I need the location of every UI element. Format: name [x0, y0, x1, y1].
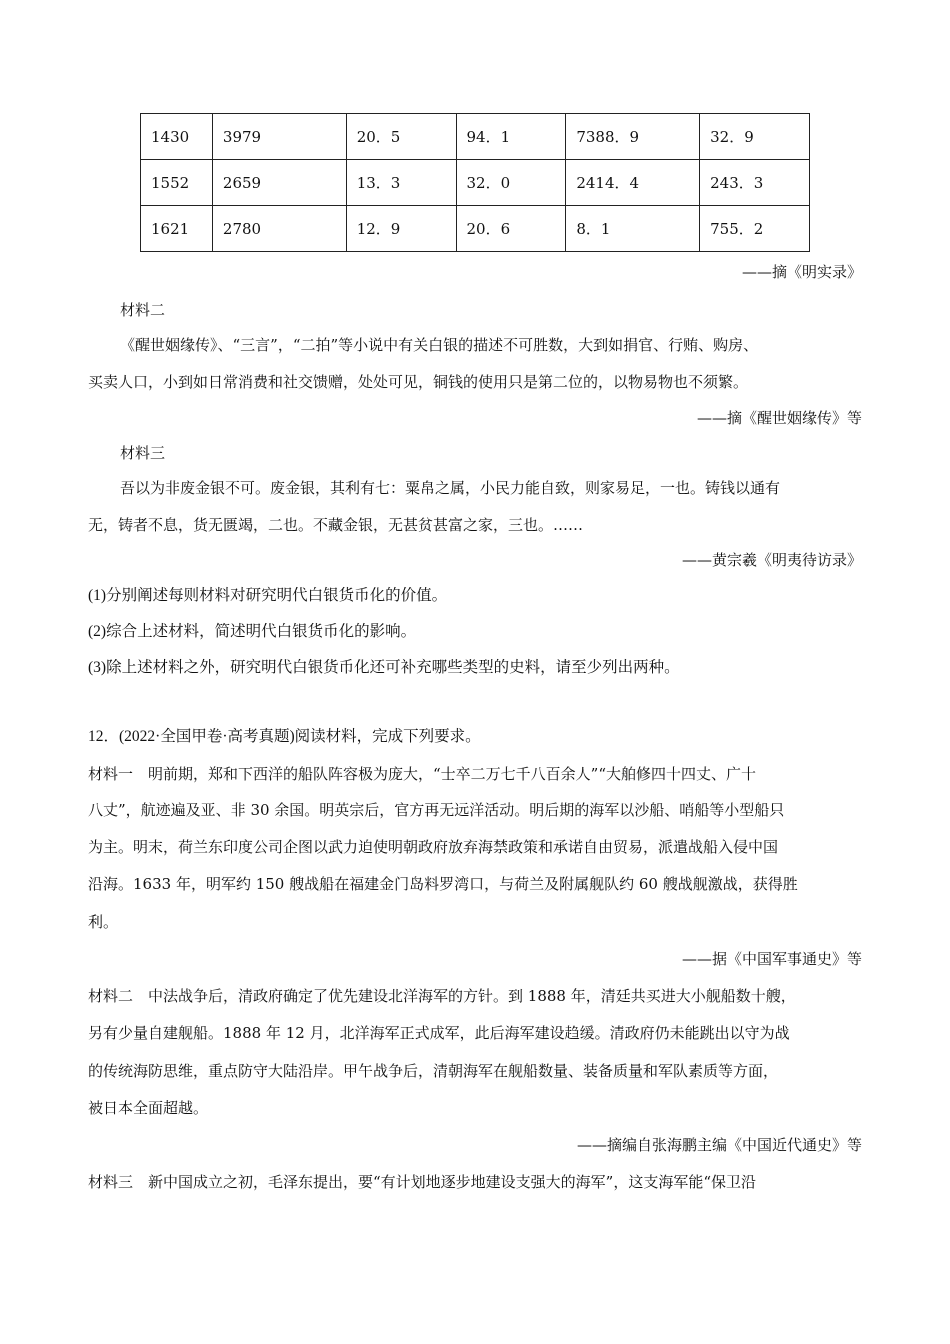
material-3-line-2: 无，铸者不息，货无匮竭，二也。不藏金银，无甚贫甚富之家，三也。……: [88, 516, 584, 534]
p12-material-1-line-5: 利。: [88, 913, 119, 931]
material-2-line-2: 买卖人口，小到如日常消费和社交馈赠，处处可见，铜钱的使用只是第二位的，以物易物也不须繁。: [88, 373, 749, 391]
table-cell: 32．0: [456, 160, 566, 206]
table-row: [141, 114, 810, 160]
table-cell: 1430: [141, 114, 213, 160]
p12-material-1-line-3: 为主。明末，荷兰东印度公司企图以武力迫使明朝政府放弃海禁政策和承诺自由贸易，派遣战船入侵中国: [88, 838, 779, 856]
p12-material-2-line-2: 另有少量自建舰船。1888 年 12 月，北洋海军正式成军，此后海军建设趋缓。清政府仍未能跳出以守为战: [88, 1024, 790, 1042]
table-cell: 32．9: [700, 114, 810, 160]
table-cell: 8．1: [566, 206, 700, 252]
p12-material-1-source: ——据《中国军事通史》等: [681, 950, 862, 968]
table-cell: 2659: [212, 160, 346, 206]
table-cell: 2414．4: [566, 160, 700, 206]
p12-material-2-line-3: 的传统海防思维，重点防守大陆沿岸。甲午战争后，清朝海军在舰船数量、装备质量和军队素质等方面，: [88, 1062, 779, 1080]
table-row: [141, 160, 810, 206]
table-cell: 94．1: [456, 114, 566, 160]
p12-material-2-line-1: 材料二 中法战争后，清政府确定了优先建设北洋海军的方针。到 1888 年，清廷共买进大小舰船数十艘，: [88, 987, 796, 1005]
table-source: ——摘《明实录》: [741, 263, 862, 281]
silver-data-table: [140, 113, 810, 252]
material-2-source: ——摘《醒世姻缘传》等: [696, 409, 862, 427]
question-2: (2)综合上述材料，简述明代白银货币化的影响。: [88, 623, 417, 640]
problem-12-title: 12．(2022·全国甲卷·高考真题)阅读材料，完成下列要求。: [88, 728, 481, 745]
table-cell: 1621: [141, 206, 213, 252]
table-cell: 20．5: [346, 114, 456, 160]
table-cell: 13．3: [346, 160, 456, 206]
table-cell: 7388．9: [566, 114, 700, 160]
p12-material-3-line-1: 材料三 新中国成立之初，毛泽东提出，要“有计划地逐步地建设支强大的海军”，这支海军能“保卫沿: [88, 1173, 757, 1191]
table-cell: 3979: [212, 114, 346, 160]
p12-material-2-line-4: 被日本全面超越。: [88, 1099, 209, 1117]
p12-material-2-source: ——摘编自张海鹏主编《中国近代通史》等: [576, 1136, 862, 1154]
material-3-title: 材料三: [120, 444, 166, 462]
material-2-line-1: 《醒世姻缘传》、“三言”，“二拍”等小说中有关白银的描述不可胜数，大到如捐官、行贿、购房、: [120, 336, 759, 354]
question-3: (3)除上述材料之外，研究明代白银货币化还可补充哪些类型的史料，请至少列出两种。: [88, 659, 680, 676]
material-3-line-1: 吾以为非废金银不可。废金银，其利有七：粟帛之属，小民力能自致，则家易足，一也。铸钱以通有: [120, 479, 781, 497]
p12-material-1-line-1: 材料一 明前期，郑和下西洋的船队阵容极为庞大，“士卒二万七千八百余人”“大舶修四十四丈、广十: [88, 765, 757, 783]
table-cell: 20．6: [456, 206, 566, 252]
question-1: (1)分别阐述每则材料对研究明代白银货币化的价值。: [88, 587, 448, 604]
material-3-source: ——黄宗羲《明夷待访录》: [681, 551, 862, 569]
table-cell: 243．3: [700, 160, 810, 206]
p12-material-1-line-2: 八丈”，航迹遍及亚、非 30 余国。明英宗后，官方再无远洋活动。明后期的海军以沙船、哨船等小型船只: [88, 801, 785, 819]
table-cell: 12．9: [346, 206, 456, 252]
table-cell: 755．2: [700, 206, 810, 252]
material-2-title: 材料二: [120, 301, 166, 319]
table-row: [141, 206, 810, 252]
table-cell: 2780: [212, 206, 346, 252]
table-cell: 1552: [141, 160, 213, 206]
p12-material-1-line-4: 沿海。1633 年，明军约 150 艘战船在福建金门岛料罗湾口，与荷兰及附属舰队约 60 艘战舰激战，获得胜: [88, 875, 798, 893]
